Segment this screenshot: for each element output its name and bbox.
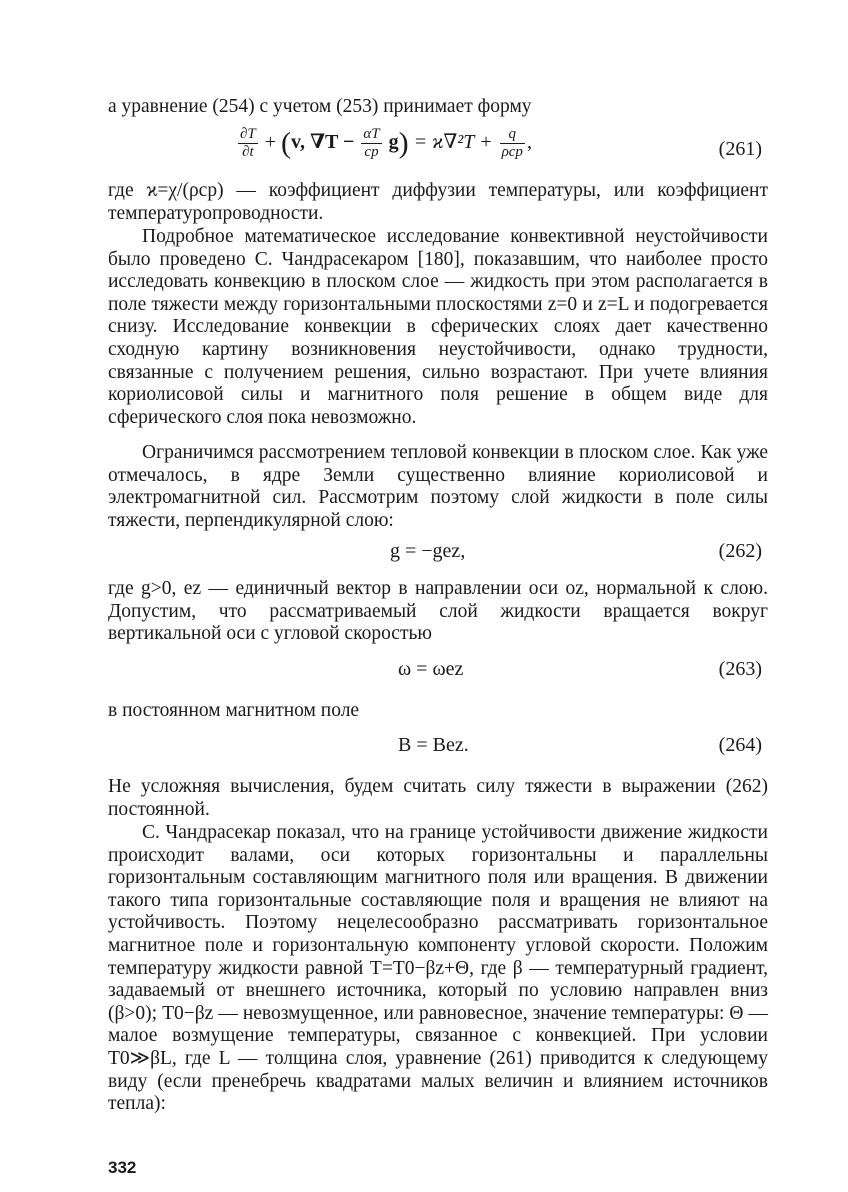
equation-262 [108, 540, 768, 572]
equation-264 [108, 734, 768, 766]
equation-number: (263) [718, 658, 762, 680]
equation-number: (262) [718, 540, 762, 562]
equation-263 [108, 658, 768, 690]
frac-dT-dt: $\frac{\partial T}{\partial t}$ [240, 126, 256, 160]
paragraph-3: Ограничимся рассмотрением тепловой конвекции в плоском слое. Как уже отмечалось, в ядре Земли существенно влияние кориолисовой и электромагнитной сил. Рассмотрим поэтому слой жидкости в поле силы тяжести, перпендикулярной слою: [108, 442, 768, 531]
equation-261-body: $\frac{\partial T}{\partial t}$ + (v, ∇T − $\frac{\alpha T}{cp}$ g) = ϰ∇²T + $\frac{q}{\text{ρcp}}$ , [240, 126, 532, 160]
equation-263-body: ω = ωez [398, 658, 464, 680]
paragraph-5: в постоянном магнитном поле [108, 700, 360, 721]
equation-261 [108, 124, 768, 170]
frac-alphaT-cp: $\frac{\alpha T}{cp}$ [363, 126, 380, 160]
equation-number: (261) [718, 138, 762, 160]
equation-264-body: B = Bez. [398, 734, 469, 756]
page-number: 332 [108, 1158, 137, 1177]
paragraph-1: где ϰ=χ/(ρcp) — коэффициент диффузии температуры, или коэффициент температуропроводности. [108, 180, 768, 224]
equation-262-body: g = −gez, [390, 540, 466, 562]
intro-line: а уравнение (254) с учетом (253) принимает форму [108, 96, 532, 117]
paragraph-4: где g>0, ez — единичный вектор в направлении оси oz, нормальной к слою. Допустим, что рассматриваемый слой жидкости вращается вокруг вертикальной оси с угловой скоростью [108, 578, 768, 645]
frac-q-rhocp: $\frac{q}{\text{ρcp}}$ [501, 126, 523, 160]
paragraph-7: С. Чандрасекар показал, что на границе устойчивости движение жидкости происходит валами, оси которых горизонтальны и параллельны горизонтальным составляющим магнитного поля или вращения. В движении такого типа горизонтальные составляющие поля и вращения не влияют на устойчивость. Поэтому нецелесообразно рассматривать горизонтальное магнитное поле и горизонтальную компоненту угловой скорости. Положим температуру жидкости равной T=T0−βz+Θ, где β — температурный градиент, задаваемый от внешнего источника, который по условию направлен вниз (β>0); T0−βz — невозмущенное, или равновесное, значение температуры: Θ — малое возмущение температуры, связанное с конвекцией. При условии T0≫βL, где L — толщина слоя, уравнение (261) приводится к следующему виду (если пренебречь квадратами малых величин и влиянием источников тепла): [108, 822, 768, 1115]
paragraph-2: Подробное математическое исследование конвективной неустойчивости было проведено С. Чандрасекаром [180], показавшим, что наиболее просто исследовать конвекцию в плоском слое — жидкость при этом располагается в поле тяжести между горизонтальными плоскостями z=0 и z=L и подогревается снизу. Исследование конвекции в сферических слоях дает качественно сходную картину возникновения неустойчивости, однако трудности, связанные с получением решения, сильно возрастают. При учете влияния кориолисовой силы и магнитного поля решение в общем виде для сферического слоя пока невозможно. [108, 226, 768, 428]
paragraph-6: Не усложняя вычисления, будем считать силу тяжести в выражении (262) постоянной. [108, 776, 768, 820]
equation-number: (264) [718, 734, 762, 756]
